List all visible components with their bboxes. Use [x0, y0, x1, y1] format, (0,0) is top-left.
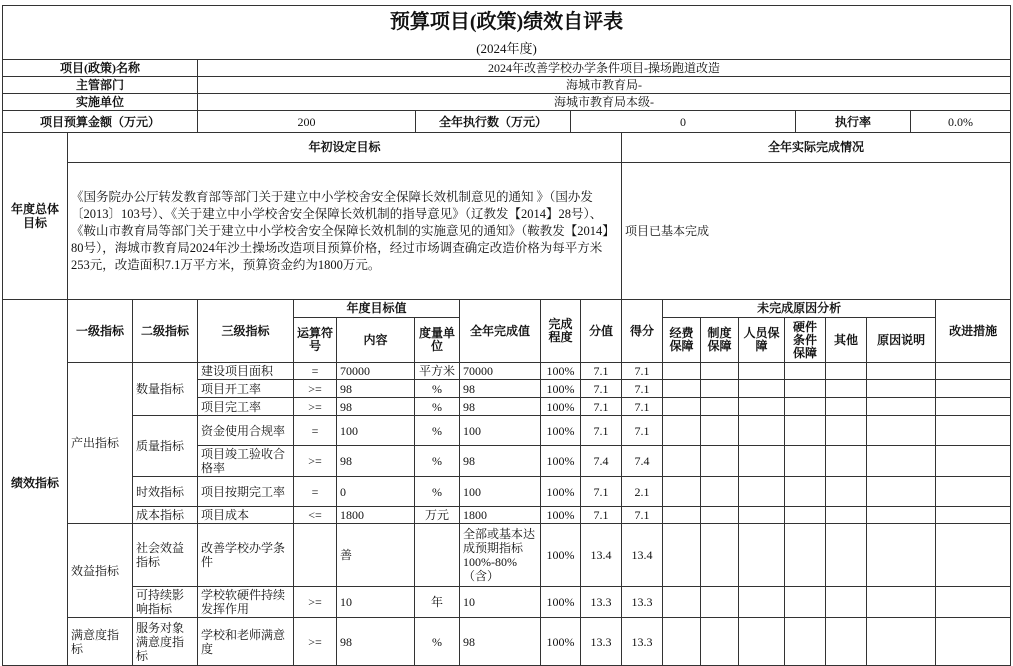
actual-value-cell: 98	[460, 446, 541, 477]
improvement-cell	[936, 507, 1011, 524]
reason-explanation-cell	[867, 398, 936, 416]
target-content-cell: 98	[337, 380, 415, 398]
score-max-cell: 7.1	[581, 380, 622, 398]
score-max-cell: 7.1	[581, 477, 622, 507]
reason-funding-cell	[663, 416, 701, 446]
indicator-row	[3, 363, 1011, 380]
reason-system-cell	[701, 507, 739, 524]
target-content-cell: 98	[337, 398, 415, 416]
score-max-cell: 7.1	[581, 398, 622, 416]
reason-hardware-cell	[785, 363, 826, 380]
actual-value-cell: 98	[460, 618, 541, 666]
annual-goals-label: 年度总体目标	[3, 133, 68, 300]
actual-value-cell: 70000	[460, 363, 541, 380]
indicator-row	[3, 507, 1011, 524]
actual-value-cell: 98	[460, 398, 541, 416]
level3-cell: 改善学校办学条件	[198, 524, 294, 587]
actual-value-cell: 全部或基本达成预期指标100%-80%（含）	[460, 524, 541, 587]
header-reason-system: 制度保障	[701, 318, 739, 363]
header-operator: 运算符号	[294, 318, 337, 363]
score-max-cell: 13.3	[581, 618, 622, 666]
completion-cell: 100%	[541, 507, 581, 524]
header-unfinished-reasons: 未完成原因分析	[663, 300, 936, 318]
performance-indicators-label: 绩效指标	[3, 300, 68, 666]
reason-system-cell	[701, 398, 739, 416]
completion-cell: 100%	[541, 618, 581, 666]
reason-system-cell	[701, 524, 739, 587]
score-cell: 2.1	[622, 477, 663, 507]
reason-staff-cell	[739, 398, 785, 416]
reason-staff-cell	[739, 587, 785, 618]
actual-value-cell: 100	[460, 477, 541, 507]
score-cell: 7.1	[622, 363, 663, 380]
reason-staff-cell	[739, 477, 785, 507]
report-year: (2024年度)	[3, 39, 1011, 60]
actual-value-cell: 1800	[460, 507, 541, 524]
reason-system-cell	[701, 416, 739, 446]
year-row	[3, 39, 1011, 60]
header-reason-funding: 经费保障	[663, 318, 701, 363]
executed-value: 0	[571, 111, 796, 133]
level3-cell: 资金使用合规率	[198, 416, 294, 446]
reason-funding-cell	[663, 587, 701, 618]
reason-funding-cell	[663, 524, 701, 587]
improvement-cell	[936, 587, 1011, 618]
score-max-cell: 7.1	[581, 507, 622, 524]
department-label: 主管部门	[3, 77, 198, 94]
reason-explanation-cell	[867, 477, 936, 507]
reason-staff-cell	[739, 446, 785, 477]
level2-cell: 可持续影响指标	[133, 587, 198, 618]
title-row	[3, 6, 1011, 39]
header-unit: 度量单位	[415, 318, 460, 363]
score-cell: 13.4	[622, 524, 663, 587]
indicator-row	[3, 524, 1011, 587]
implementing-unit-value: 海城市教育局本级-	[198, 94, 1011, 111]
reason-system-cell	[701, 446, 739, 477]
reason-hardware-cell	[785, 446, 826, 477]
budget-label: 项目预算金额（万元）	[3, 111, 198, 133]
score-max-cell: 13.3	[581, 587, 622, 618]
operator-cell: >=	[294, 618, 337, 666]
operator-cell: >=	[294, 398, 337, 416]
reason-explanation-cell	[867, 618, 936, 666]
project-name-row	[3, 60, 1011, 77]
improvement-cell	[936, 398, 1011, 416]
actual-completion-text: 项目已基本完成	[622, 163, 1011, 300]
implementing-unit-label: 实施单位	[3, 94, 198, 111]
improvement-cell	[936, 446, 1011, 477]
execution-rate-value: 0.0%	[911, 111, 1011, 133]
level2-cell: 质量指标	[133, 416, 198, 477]
completion-cell: 100%	[541, 446, 581, 477]
level3-cell: 项目成本	[198, 507, 294, 524]
reason-other-cell	[826, 618, 867, 666]
target-content-cell: 善	[337, 524, 415, 587]
annual-goals-table	[2, 132, 1011, 300]
reason-system-cell	[701, 587, 739, 618]
operator-cell: =	[294, 477, 337, 507]
target-content-cell: 98	[337, 618, 415, 666]
improvement-cell	[936, 380, 1011, 398]
score-cell: 7.4	[622, 446, 663, 477]
reason-other-cell	[826, 446, 867, 477]
budget-row	[3, 111, 1011, 133]
page-title: 预算项目(政策)绩效自评表	[3, 6, 1011, 39]
unit-cell: %	[415, 477, 460, 507]
level2-cell: 成本指标	[133, 507, 198, 524]
reason-funding-cell	[663, 618, 701, 666]
budget-value: 200	[198, 111, 416, 133]
reason-system-cell	[701, 380, 739, 398]
level2-cell: 时效指标	[133, 477, 198, 507]
unit-cell: %	[415, 416, 460, 446]
reason-hardware-cell	[785, 380, 826, 398]
score-cell: 7.1	[622, 507, 663, 524]
header-annual-target: 年度目标值	[294, 300, 460, 318]
performance-indicators-table	[2, 299, 1011, 666]
reason-funding-cell	[663, 446, 701, 477]
header-reason-explanation: 原因说明	[867, 318, 936, 363]
unit-cell: 平方米	[415, 363, 460, 380]
reason-staff-cell	[739, 380, 785, 398]
indicator-row	[3, 477, 1011, 507]
operator-cell: =	[294, 416, 337, 446]
unit-cell: 年	[415, 587, 460, 618]
indicator-row	[3, 416, 1011, 446]
reason-system-cell	[701, 618, 739, 666]
level3-cell: 项目按期完工率	[198, 477, 294, 507]
score-max-cell: 7.1	[581, 416, 622, 446]
reason-other-cell	[826, 477, 867, 507]
reason-hardware-cell	[785, 587, 826, 618]
reason-hardware-cell	[785, 618, 826, 666]
target-content-cell: 70000	[337, 363, 415, 380]
reason-hardware-cell	[785, 477, 826, 507]
unit-cell: %	[415, 398, 460, 416]
score-cell: 7.1	[622, 398, 663, 416]
operator-cell: >=	[294, 446, 337, 477]
level2-cell: 服务对象满意度指标	[133, 618, 198, 666]
completion-cell: 100%	[541, 477, 581, 507]
reason-staff-cell	[739, 618, 785, 666]
execution-rate-label: 执行率	[796, 111, 911, 133]
improvement-cell	[936, 618, 1011, 666]
score-max-cell: 7.1	[581, 363, 622, 380]
planned-goal-header: 年初设定目标	[68, 133, 622, 163]
unit-cell: %	[415, 380, 460, 398]
level3-cell: 项目完工率	[198, 398, 294, 416]
header-completion: 完成程度	[541, 300, 581, 363]
level1-cell: 产出指标	[68, 363, 133, 524]
reason-funding-cell	[663, 380, 701, 398]
level1-cell: 效益指标	[68, 524, 133, 618]
reason-staff-cell	[739, 507, 785, 524]
header-reason-staff: 人员保障	[739, 318, 785, 363]
header-score: 得分	[622, 300, 663, 363]
reason-explanation-cell	[867, 507, 936, 524]
project-name-label: 项目(政策)名称	[3, 60, 198, 77]
project-name-value: 2024年改善学校办学条件项目-操场跑道改造	[198, 60, 1011, 77]
reason-funding-cell	[663, 477, 701, 507]
level2-cell: 数量指标	[133, 363, 198, 416]
reason-explanation-cell	[867, 380, 936, 398]
reason-other-cell	[826, 416, 867, 446]
header-level3: 三级指标	[198, 300, 294, 363]
actual-value-cell: 100	[460, 416, 541, 446]
score-max-cell: 13.4	[581, 524, 622, 587]
target-content-cell: 100	[337, 416, 415, 446]
reason-hardware-cell	[785, 507, 826, 524]
level3-cell: 项目竣工验收合格率	[198, 446, 294, 477]
reason-other-cell	[826, 398, 867, 416]
unit-cell: 万元	[415, 507, 460, 524]
planned-goal-text: 《国务院办公厅转发教育部等部门关于建立中小学校舍安全保障长效机制意见的通知 》（国办发〔2013〕103号）、《关于建立中小学校舍安全保障长效机制的指导意见》（辽教发【2014】28号）、《鞍山市教育局等部门关于建立中小学校舍安全保障长效机制的实施意见的通知》（鞍教发【2014】80号），海城市教育局2024年沙土操场改造项目预算价格，经过市场调查确定改造价格为每平方米253元，改造面积7.1万平方米，预算资金约为1800万元。	[68, 163, 622, 300]
department-row	[3, 77, 1011, 94]
completion-cell: 100%	[541, 398, 581, 416]
header-content: 内容	[337, 318, 415, 363]
operator-cell: <=	[294, 507, 337, 524]
department-value: 海城市教育局-	[198, 77, 1011, 94]
level3-cell: 项目开工率	[198, 380, 294, 398]
level3-cell: 学校和老师满意度	[198, 618, 294, 666]
indicator-row	[3, 618, 1011, 666]
actual-completion-header: 全年实际完成情况	[622, 133, 1011, 163]
goals-content-row	[3, 163, 1011, 300]
reason-staff-cell	[739, 524, 785, 587]
reason-explanation-cell	[867, 416, 936, 446]
completion-cell: 100%	[541, 587, 581, 618]
reason-explanation-cell	[867, 524, 936, 587]
level3-cell: 建设项目面积	[198, 363, 294, 380]
operator-cell	[294, 524, 337, 587]
completion-cell: 100%	[541, 524, 581, 587]
implementing-unit-row	[3, 94, 1011, 111]
reason-hardware-cell	[785, 398, 826, 416]
operator-cell: >=	[294, 380, 337, 398]
reason-other-cell	[826, 507, 867, 524]
completion-cell: 100%	[541, 416, 581, 446]
operator-cell: >=	[294, 587, 337, 618]
reason-staff-cell	[739, 416, 785, 446]
self-evaluation-sheet	[2, 5, 1010, 666]
header-reason-other: 其他	[826, 318, 867, 363]
goals-header-row	[3, 133, 1011, 163]
header-reason-hardware: 硬件条件保障	[785, 318, 826, 363]
reason-other-cell	[826, 380, 867, 398]
level1-cell: 满意度指标	[68, 618, 133, 666]
score-cell: 13.3	[622, 587, 663, 618]
actual-value-cell: 98	[460, 380, 541, 398]
unit-cell	[415, 524, 460, 587]
target-content-cell: 10	[337, 587, 415, 618]
score-cell: 7.1	[622, 416, 663, 446]
level3-cell: 学校软硬件持续发挥作用	[198, 587, 294, 618]
reason-funding-cell	[663, 363, 701, 380]
reason-funding-cell	[663, 507, 701, 524]
completion-cell: 100%	[541, 380, 581, 398]
reason-system-cell	[701, 363, 739, 380]
header-actual-value: 全年完成值	[460, 300, 541, 363]
reason-explanation-cell	[867, 587, 936, 618]
reason-system-cell	[701, 477, 739, 507]
completion-cell: 100%	[541, 363, 581, 380]
header-improvement: 改进措施	[936, 300, 1011, 363]
header-level2: 二级指标	[133, 300, 198, 363]
header-score-max: 分值	[581, 300, 622, 363]
reason-explanation-cell	[867, 363, 936, 380]
header-level1: 一级指标	[68, 300, 133, 363]
reason-funding-cell	[663, 398, 701, 416]
indicator-row	[3, 587, 1011, 618]
executed-label: 全年执行数（万元）	[416, 111, 571, 133]
improvement-cell	[936, 416, 1011, 446]
reason-hardware-cell	[785, 524, 826, 587]
reason-hardware-cell	[785, 416, 826, 446]
target-content-cell: 98	[337, 446, 415, 477]
project-info-table	[2, 5, 1011, 133]
operator-cell: =	[294, 363, 337, 380]
target-content-cell: 1800	[337, 507, 415, 524]
level2-cell: 社会效益指标	[133, 524, 198, 587]
improvement-cell	[936, 363, 1011, 380]
reason-other-cell	[826, 524, 867, 587]
unit-cell: %	[415, 618, 460, 666]
score-cell: 13.3	[622, 618, 663, 666]
indicators-header-row	[3, 300, 1011, 318]
reason-staff-cell	[739, 363, 785, 380]
reason-explanation-cell	[867, 446, 936, 477]
score-max-cell: 7.4	[581, 446, 622, 477]
score-cell: 7.1	[622, 380, 663, 398]
reason-other-cell	[826, 363, 867, 380]
improvement-cell	[936, 524, 1011, 587]
target-content-cell: 0	[337, 477, 415, 507]
reason-other-cell	[826, 587, 867, 618]
improvement-cell	[936, 477, 1011, 507]
actual-value-cell: 10	[460, 587, 541, 618]
unit-cell: %	[415, 446, 460, 477]
